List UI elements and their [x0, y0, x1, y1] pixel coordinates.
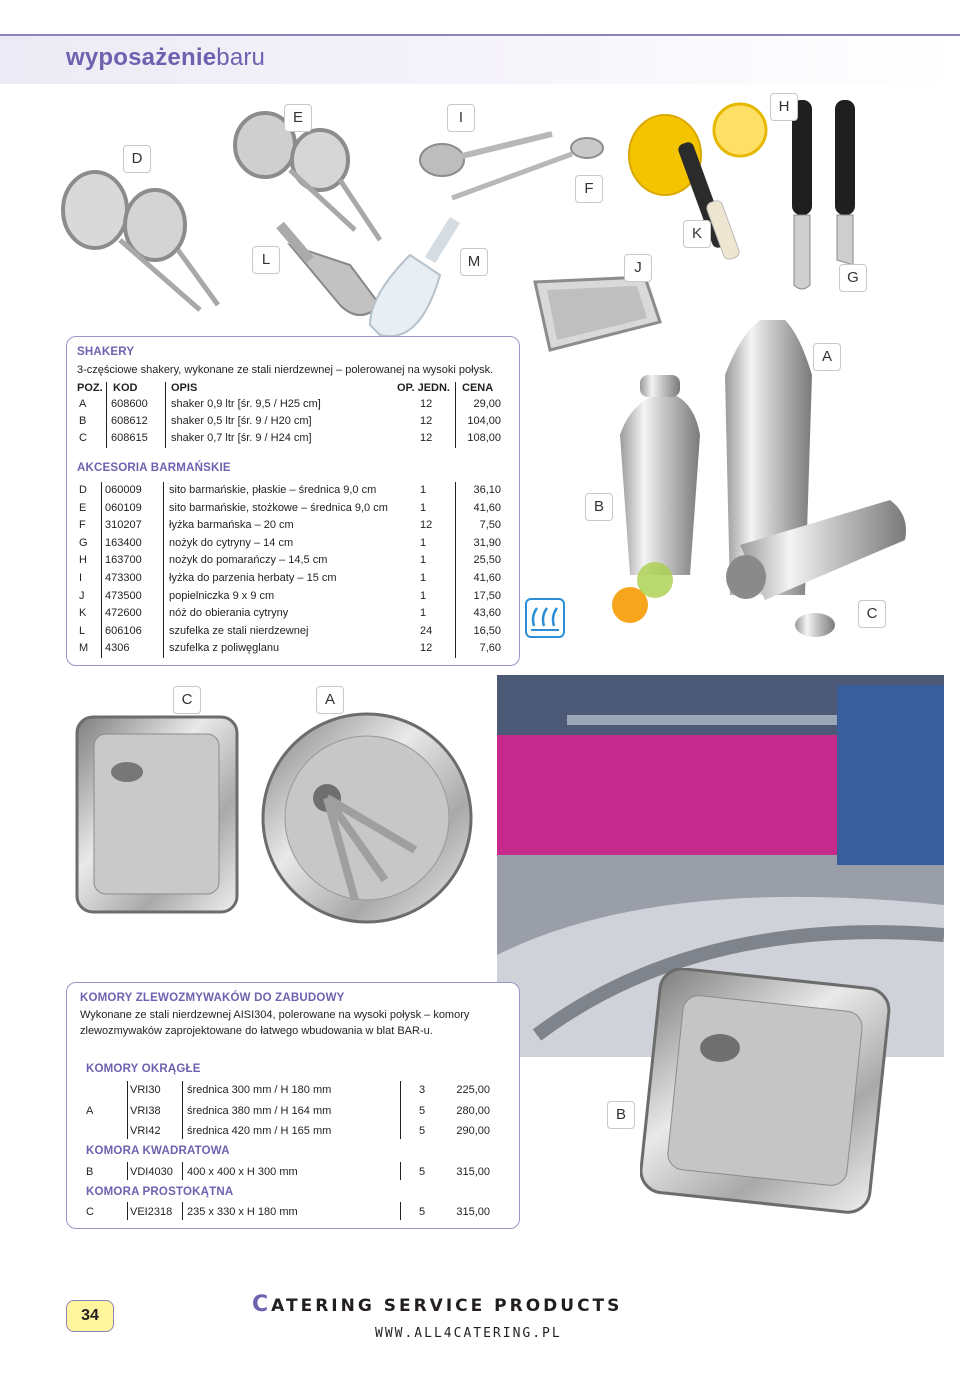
sinks-description-line-2: zlewozmywaków zaprojektowane do łatwego wbudowania w blat BAR-u.	[80, 1025, 433, 1037]
cell-cena: 41,60	[473, 572, 501, 584]
cell-poz: I	[79, 572, 83, 584]
cell-kod: 060109	[105, 501, 142, 514]
cell-op: 5	[419, 1206, 426, 1218]
cell-poz: A	[79, 398, 87, 410]
cell-op: 5	[419, 1166, 426, 1178]
cell-kod: VRI38	[130, 1105, 161, 1117]
table-row	[77, 398, 507, 415]
cell-kod: 310207	[105, 519, 142, 532]
cell-op: 1	[420, 501, 427, 514]
cell-poz: A	[86, 1105, 94, 1117]
table-row	[77, 432, 507, 449]
cell-cena: 7,60	[479, 642, 501, 655]
accessories-divider	[101, 482, 102, 658]
cell-op: 1	[420, 607, 427, 620]
cell-cena: 25,50	[473, 554, 501, 567]
cell-poz: M	[79, 642, 89, 655]
cell-op: 1	[420, 484, 427, 496]
sinks-divider	[182, 1162, 183, 1180]
cell-opis: shaker 0,5 ltr [śr. 9 / H20 cm]	[171, 415, 312, 427]
label-B: B	[585, 493, 613, 521]
label-C: C	[858, 600, 886, 628]
cell-cena: 41,60	[473, 501, 501, 514]
table-row	[77, 519, 507, 536]
label-L: L	[252, 246, 280, 274]
shakers-divider	[455, 382, 456, 448]
cell-opis: średnica 300 mm / H 180 mm	[187, 1084, 332, 1096]
square-sink-image	[640, 968, 895, 1218]
cell-opis: łyżka do parzenia herbaty – 15 cm	[169, 572, 337, 584]
sinks-divider	[400, 1162, 401, 1180]
sinks-divider	[400, 1202, 401, 1220]
sinks-divider	[182, 1202, 183, 1220]
label-A-sink: A	[316, 686, 344, 714]
cell-op: 1	[420, 554, 427, 567]
cell-op: 1	[420, 589, 427, 602]
cell-opis: 400 x 400 x H 300 mm	[187, 1166, 298, 1178]
col-kod: KOD	[113, 382, 138, 394]
cell-cena: 17,50	[473, 589, 501, 602]
cell-opis: shaker 0,9 ltr [śr. 9,5 / H25 cm]	[171, 398, 321, 410]
table-row	[77, 502, 507, 519]
col-opis: OPIS	[171, 382, 198, 394]
cell-opis: nożyk do cytryny – 14 cm	[169, 536, 294, 549]
footer-brand-rest: ATERING SERVICE PRODUCTS	[271, 1296, 623, 1316]
table-row	[86, 1105, 506, 1122]
label-I: I	[447, 104, 475, 132]
sinks-divider	[127, 1081, 128, 1139]
cell-op: 5	[419, 1125, 426, 1137]
cell-op: 3	[419, 1084, 426, 1096]
table-row	[77, 572, 507, 589]
shakers-description: 3-częściowe shakery, wykonane ze stali nierdzewnej – polerowanej na wysoki połysk.	[77, 364, 494, 376]
cell-kod: 608612	[111, 415, 148, 427]
sinks-divider	[127, 1202, 128, 1220]
shakers-divider	[165, 382, 166, 448]
page-title	[66, 44, 265, 72]
cell-poz: L	[79, 624, 86, 637]
cell-kod: 163700	[105, 554, 142, 567]
cell-kod: 608615	[111, 432, 148, 444]
cell-cena: 16,50	[473, 624, 501, 637]
cell-opis: sito barmańskie, stożkowe – średnica 9,0 cm	[169, 501, 388, 514]
cell-cena: 7,50	[479, 519, 501, 532]
cell-opis: shaker 0,7 ltr [śr. 9 / H24 cm]	[171, 432, 312, 444]
table-row	[86, 1166, 506, 1183]
label-J: J	[624, 254, 652, 282]
sinks-divider	[182, 1081, 183, 1139]
cell-poz: B	[86, 1166, 94, 1178]
cell-poz: F	[79, 519, 86, 532]
cell-cena: 225,00	[456, 1084, 490, 1096]
cell-kod: 473500	[105, 589, 142, 602]
cell-cena: 290,00	[456, 1125, 490, 1137]
table-row	[77, 554, 507, 571]
cell-cena: 315,00	[456, 1206, 490, 1218]
cell-kod: VRI30	[130, 1084, 161, 1096]
cell-cena: 104,00	[467, 415, 501, 427]
rectangular-sink-image	[72, 712, 247, 922]
cell-opis: średnica 420 mm / H 165 mm	[187, 1125, 332, 1137]
cell-op: 12	[420, 398, 433, 410]
cell-op: 5	[419, 1105, 426, 1117]
sinks-divider	[127, 1162, 128, 1180]
label-C-sink: C	[173, 686, 201, 714]
cell-op: 1	[420, 572, 427, 584]
shakers-image	[600, 315, 920, 645]
cell-poz: D	[79, 484, 87, 496]
cell-opis: średnica 380 mm / H 164 mm	[187, 1105, 332, 1117]
cell-opis: nożyk do pomarańczy – 14,5 cm	[169, 554, 328, 567]
cell-kod: 608600	[111, 398, 148, 410]
table-row	[86, 1084, 506, 1101]
label-G: G	[839, 264, 867, 292]
cell-kod: 4306	[105, 642, 130, 655]
label-E: E	[284, 104, 312, 132]
cell-op: 12	[420, 642, 433, 655]
cell-cena: 36,10	[473, 484, 501, 496]
shakers-heading: SHAKERY	[77, 346, 135, 358]
cell-cena: 31,90	[473, 536, 501, 549]
cell-opis: szufelka ze stali nierdzewnej	[169, 624, 309, 637]
label-D: D	[123, 145, 151, 173]
cell-cena: 43,60	[473, 607, 501, 620]
cell-poz: J	[79, 589, 85, 602]
footer-brand-initial: C	[252, 1292, 272, 1317]
cell-kod: 060009	[105, 484, 142, 496]
cell-poz: C	[79, 432, 87, 444]
cell-opis: 235 x 330 x H 180 mm	[187, 1206, 298, 1218]
round-sink-image	[255, 710, 480, 925]
table-row	[77, 625, 507, 642]
table-row	[77, 415, 507, 432]
sinks-description-line-1: Wykonane ze stali nierdzewnej AISI304, polerowane na wysoki połysk – komory	[80, 1009, 470, 1021]
table-row	[77, 590, 507, 607]
label-M: M	[460, 248, 488, 276]
cell-cena: 29,00	[473, 398, 501, 410]
label-H: H	[770, 93, 798, 121]
cell-kod: VEI2318	[130, 1206, 173, 1218]
cell-cena: 108,00	[467, 432, 501, 444]
cell-kod: 163400	[105, 536, 142, 549]
label-A: A	[813, 343, 841, 371]
table-row	[77, 642, 507, 659]
label-F: F	[575, 175, 603, 203]
accessories-divider	[163, 482, 164, 658]
square-heading: KOMORA KWADRATOWA	[86, 1145, 230, 1157]
cell-opis: nóż do obierania cytryny	[169, 607, 289, 620]
cell-kod: 472600	[105, 607, 142, 620]
cell-kod: VDI4030	[130, 1166, 173, 1178]
cell-op: 12	[420, 432, 433, 444]
accessories-divider	[455, 482, 456, 658]
col-cena: CENA	[462, 382, 494, 394]
table-row	[86, 1125, 506, 1142]
cell-opis: szufelka z poliwęglanu	[169, 642, 280, 655]
title-light: baru	[216, 44, 266, 71]
page-number: 34	[66, 1300, 114, 1332]
footer-brand	[252, 1292, 622, 1317]
cell-op: 1	[420, 536, 427, 549]
table-row	[77, 484, 507, 501]
cell-opis: popielniczka 9 x 9 cm	[169, 589, 275, 602]
label-B-sink: B	[607, 1101, 635, 1129]
cell-kod: 473300	[105, 572, 142, 584]
sinks-heading: KOMORY ZLEWOZMYWAKÓW DO ZABUDOWY	[80, 992, 345, 1004]
accessories-heading: AKCESORIA BARMAŃSKIE	[77, 462, 231, 474]
label-K: K	[683, 220, 711, 248]
title-bold: wyposażenie	[66, 44, 217, 71]
col-op: OP. JEDN.	[397, 382, 450, 394]
cell-opis: łyżka barmańska – 20 cm	[169, 519, 294, 532]
cell-op: 12	[420, 415, 433, 427]
cell-poz: K	[79, 607, 87, 620]
table-row	[77, 607, 507, 624]
shakers-divider	[106, 382, 107, 448]
cell-kod: VRI42	[130, 1125, 161, 1137]
sinks-divider	[400, 1081, 401, 1139]
cell-poz: G	[79, 536, 88, 549]
cell-cena: 280,00	[456, 1105, 490, 1117]
cell-op: 12	[420, 519, 433, 532]
rect-heading: KOMORA PROSTOKĄTNA	[86, 1186, 234, 1198]
col-poz: POZ.	[77, 382, 103, 394]
cell-kod: 606106	[105, 624, 142, 637]
dishwasher-safe-icon	[525, 598, 565, 638]
cell-poz: H	[79, 554, 87, 567]
round-heading: KOMORY OKRĄGŁE	[86, 1063, 201, 1075]
cell-poz: B	[79, 415, 87, 427]
footer-url[interactable]: WWW.ALL4CATERING.PL	[375, 1326, 562, 1341]
cell-cena: 315,00	[456, 1166, 490, 1178]
cell-op: 24	[420, 624, 433, 637]
cell-opis: sito barmańskie, płaskie – średnica 9,0 cm	[169, 484, 377, 496]
shakers-header-row	[77, 382, 507, 399]
table-row	[86, 1206, 506, 1223]
table-row	[77, 537, 507, 554]
cell-poz: E	[79, 501, 87, 514]
cell-poz: C	[86, 1206, 94, 1218]
